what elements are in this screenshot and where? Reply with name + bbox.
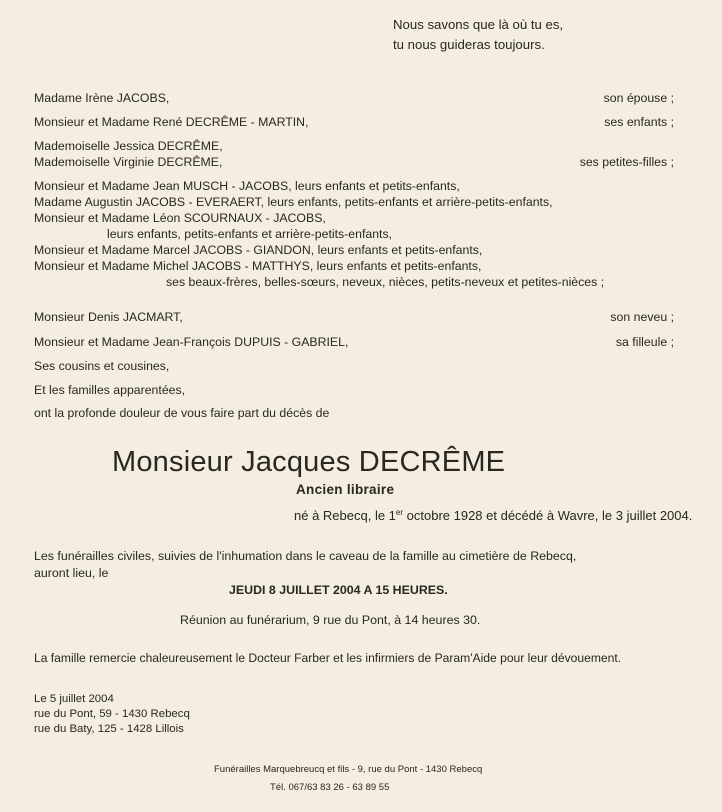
address-line: Le 5 juillet 2004 [34,693,114,705]
funeral-line: Les funérailles civiles, suivies de l'inhumation dans le caveau de la famille au cimetière de Rebecq, [34,549,577,563]
family-row-name: Mademoiselle Jessica DECRÊME, [34,139,223,153]
family-row [34,309,674,325]
family-row-name: Monsieur et Madame Marcel JACOBS - GIANDON, leurs enfants et petits-enfants, [34,243,483,257]
family-row [34,405,674,421]
ordinal-suffix: er [395,508,404,517]
footer-line: Tél. 067/63 83 26 - 63 89 55 [270,782,390,793]
family-row [34,210,674,226]
family-row-name: Ses cousins et cousines, [34,359,170,373]
family-row-name: Madame Irène JACOBS, [34,91,170,105]
quote-line: Nous savons que là où tu es, [393,17,564,32]
family-row [34,114,674,130]
family-row [34,274,674,290]
deceased-title: Ancien libraire [296,482,395,497]
family-row-name: Monsieur et Madame René DECRÊME - MARTIN, [34,115,309,129]
footer [214,761,482,797]
quote-line: tu nous guideras toujours. [393,37,545,52]
quote [393,15,563,55]
funeral-thanks: La famille remercie chaleureusement le Docteur Farber et les infirmiers de Param'Aide pour leur dévouement. [34,651,622,665]
funeral-date: JEUDI 8 JUILLET 2004 A 15 HEURES. [229,583,448,597]
family-row [34,138,674,154]
family-row-name: leurs enfants, petits-enfants et arrière-petits-enfants, [107,227,393,241]
family-row-relation: ses petites-filles ; [579,155,674,169]
family-row-name: Madame Augustin JACOBS - EVERAERT, leurs enfants, petits-enfants et arrière-petits-enfants, [34,195,553,209]
family-row-name: ses beaux-frères, belles-sœurs, neveux, nièces, petits-neveux et petites-nièces ; [166,275,605,289]
family-row [34,226,674,242]
footer-line: Funérailles Marquebreucq et fils - 9, rue du Pont - 1430 Rebecq [214,764,483,775]
family-row-name: Monsieur et Madame Michel JACOBS - MATTHYS, leurs enfants et petits-enfants, [34,259,482,273]
family-row-relation: son épouse ; [603,91,674,105]
family-row-name: Monsieur et Madame Léon SCOURNAUX - JACOBS, [34,211,326,225]
family-row-name: Monsieur et Madame Jean-François DUPUIS - GABRIEL, [34,335,349,349]
family-row [34,334,674,350]
family-row [34,90,674,106]
funeral-meeting: Réunion au funérarium, 9 rue du Pont, à 14 heures 30. [180,613,481,627]
family-row-name: Et les familles apparentées, [34,383,186,397]
family-row [34,194,674,210]
family-row [34,382,674,398]
family-row-name: Monsieur et Madame Jean MUSCH - JACOBS, leurs enfants et petits-enfants, [34,179,460,193]
family-row-relation: ses enfants ; [604,115,674,129]
family-row [34,178,674,194]
birth-death-line [294,508,692,523]
deceased-name: Monsieur Jacques DECRÊME [112,446,506,478]
death-text: octobre 1928 et décédé à Wavre, le 3 juillet 2004. [403,508,693,523]
funeral-line: auront lieu, le [34,566,109,580]
family-row [34,242,674,258]
family-row [34,358,674,374]
family-row-name: Mademoiselle Virginie DECRÊME, [34,155,223,169]
family-row-name: Monsieur Denis JACMART, [34,310,183,324]
family-row [34,258,674,274]
family-row [34,154,674,170]
addresses [34,692,190,737]
birth-text: né à Rebecq, le 1 [294,508,396,523]
address-line: rue du Baty, 125 - 1428 Lillois [34,723,184,735]
address-line: rue du Pont, 59 - 1430 Rebecq [34,708,190,720]
family-row-name: ont la profonde douleur de vous faire part du décès de [34,406,330,420]
family-row-relation: son neveu ; [610,310,674,324]
family-row-relation: sa filleule ; [615,335,674,349]
